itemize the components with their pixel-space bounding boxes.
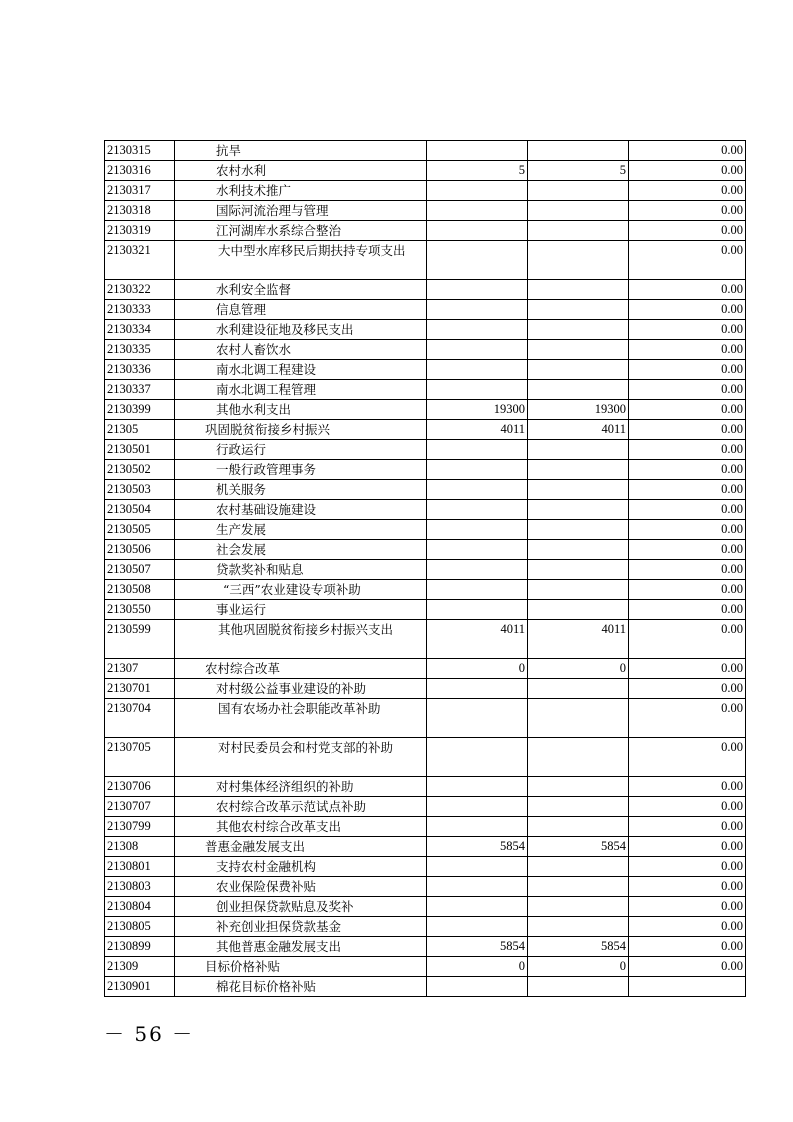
table-row — [105, 937, 746, 957]
budget-amount-cell — [427, 679, 528, 699]
budget-amount-cell — [427, 460, 528, 480]
account-name-cell: “三西”农业建设专项补助 — [175, 580, 427, 600]
general-budget-cell: 4011 — [528, 620, 629, 659]
account-name-cell: 南水北调工程建设 — [175, 360, 427, 380]
table-row — [105, 620, 746, 659]
table-row — [105, 380, 746, 400]
general-budget-cell — [528, 699, 629, 738]
other-amount-cell: 0.00 — [629, 500, 746, 520]
account-code-cell: 21307 — [105, 659, 175, 679]
table-row — [105, 659, 746, 679]
table-row — [105, 738, 746, 777]
other-amount-cell: 0.00 — [629, 440, 746, 460]
account-name-cell: 行政运行 — [175, 440, 427, 460]
general-budget-cell — [528, 917, 629, 937]
budget-amount-cell — [427, 600, 528, 620]
account-name-cell: 贷款奖补和贴息 — [175, 560, 427, 580]
table-row — [105, 280, 746, 300]
other-amount-cell: 0.00 — [629, 400, 746, 420]
other-amount-cell: 0.00 — [629, 797, 746, 817]
other-amount-cell: 0.00 — [629, 560, 746, 580]
general-budget-cell: 5 — [528, 161, 629, 181]
table-row — [105, 600, 746, 620]
budget-amount-cell: 19300 — [427, 400, 528, 420]
general-budget-cell — [528, 817, 629, 837]
general-budget-cell: 5854 — [528, 937, 629, 957]
table-row — [105, 699, 746, 738]
other-amount-cell: 0.00 — [629, 520, 746, 540]
account-name-cell: 水利建设征地及移民支出 — [175, 320, 427, 340]
other-amount-cell: 0.00 — [629, 777, 746, 797]
budget-amount-cell — [427, 797, 528, 817]
account-code-cell: 2130508 — [105, 580, 175, 600]
budget-amount-cell — [427, 777, 528, 797]
account-code-cell: 21308 — [105, 837, 175, 857]
other-amount-cell: 0.00 — [629, 540, 746, 560]
budget-amount-cell: 4011 — [427, 620, 528, 659]
account-code-cell: 2130322 — [105, 280, 175, 300]
account-code-cell: 2130336 — [105, 360, 175, 380]
budget-amount-cell: 4011 — [427, 420, 528, 440]
other-amount-cell: 0.00 — [629, 300, 746, 320]
budget-amount-cell: 0 — [427, 659, 528, 679]
table-row — [105, 817, 746, 837]
general-budget-cell — [528, 679, 629, 699]
general-budget-cell — [528, 580, 629, 600]
budget-amount-cell — [427, 320, 528, 340]
table-row — [105, 460, 746, 480]
account-name-cell: 其他巩固脱贫衔接乡村振兴支出 — [175, 620, 427, 659]
budget-amount-cell: 5854 — [427, 837, 528, 857]
budget-amount-cell — [427, 738, 528, 777]
other-amount-cell: 0.00 — [629, 181, 746, 201]
general-budget-cell — [528, 560, 629, 580]
table-row — [105, 480, 746, 500]
account-name-cell: 水利安全监督 — [175, 280, 427, 300]
table-row — [105, 797, 746, 817]
account-code-cell: 2130550 — [105, 600, 175, 620]
account-name-cell: 棉花目标价格补贴 — [175, 977, 427, 997]
budget-amount-cell — [427, 340, 528, 360]
account-name-cell: 农村综合改革 — [175, 659, 427, 679]
account-name-cell: 农村综合改革示范试点补助 — [175, 797, 427, 817]
budget-amount-cell — [427, 817, 528, 837]
other-amount-cell: 0.00 — [629, 280, 746, 300]
general-budget-cell — [528, 380, 629, 400]
budget-amount-cell — [427, 977, 528, 997]
account-name-cell: 对村级公益事业建设的补助 — [175, 679, 427, 699]
budget-amount-cell — [427, 360, 528, 380]
account-name-cell: 江河湖库水系综合整治 — [175, 221, 427, 241]
other-amount-cell: 0.00 — [629, 580, 746, 600]
general-budget-cell — [528, 280, 629, 300]
account-name-cell: 农村基础设施建设 — [175, 500, 427, 520]
general-budget-cell — [528, 897, 629, 917]
account-name-cell: 抗旱 — [175, 141, 427, 161]
budget-amount-cell — [427, 380, 528, 400]
budget-amount-cell — [427, 857, 528, 877]
account-name-cell: 其他农村综合改革支出 — [175, 817, 427, 837]
other-amount-cell: 0.00 — [629, 897, 746, 917]
other-amount-cell: 0.00 — [629, 817, 746, 837]
general-budget-cell — [528, 221, 629, 241]
other-amount-cell: 0.00 — [629, 917, 746, 937]
budget-amount-cell — [427, 201, 528, 221]
general-budget-cell — [528, 797, 629, 817]
table-row — [105, 161, 746, 181]
other-amount-cell: 0.00 — [629, 320, 746, 340]
table-row — [105, 540, 746, 560]
general-budget-cell — [528, 460, 629, 480]
account-code-cell: 2130507 — [105, 560, 175, 580]
other-amount-cell: 0.00 — [629, 659, 746, 679]
table-row — [105, 837, 746, 857]
general-budget-cell — [528, 320, 629, 340]
account-code-cell: 2130704 — [105, 699, 175, 738]
general-budget-cell — [528, 241, 629, 280]
budget-amount-cell — [427, 540, 528, 560]
other-amount-cell: 0.00 — [629, 679, 746, 699]
general-budget-cell — [528, 340, 629, 360]
general-budget-cell: 19300 — [528, 400, 629, 420]
account-code-cell: 2130399 — [105, 400, 175, 420]
account-code-cell: 2130707 — [105, 797, 175, 817]
table-row — [105, 917, 746, 937]
account-name-cell: 一般行政管理事务 — [175, 460, 427, 480]
account-name-cell: 生产发展 — [175, 520, 427, 540]
table-row — [105, 320, 746, 340]
budget-amount-cell — [427, 917, 528, 937]
table-row — [105, 201, 746, 221]
budget-amount-cell — [427, 221, 528, 241]
account-name-cell: 农业保险保费补贴 — [175, 877, 427, 897]
table-row — [105, 300, 746, 320]
table-row — [105, 957, 746, 977]
general-budget-cell: 5854 — [528, 837, 629, 857]
account-name-cell: 社会发展 — [175, 540, 427, 560]
account-name-cell: 大中型水库移民后期扶持专项支出 — [175, 241, 427, 280]
budget-amount-cell — [427, 699, 528, 738]
table-row — [105, 777, 746, 797]
table-row — [105, 221, 746, 241]
budget-amount-cell — [427, 500, 528, 520]
account-code-cell: 2130803 — [105, 877, 175, 897]
general-budget-cell — [528, 440, 629, 460]
budget-amount-cell — [427, 280, 528, 300]
other-amount-cell: 0.00 — [629, 141, 746, 161]
budget-amount-cell: 5854 — [427, 937, 528, 957]
account-code-cell: 2130334 — [105, 320, 175, 340]
general-budget-cell — [528, 520, 629, 540]
budget-amount-cell — [427, 480, 528, 500]
account-name-cell: 农村人畜饮水 — [175, 340, 427, 360]
table-row — [105, 679, 746, 699]
budget-amount-cell — [427, 241, 528, 280]
other-amount-cell: 0.00 — [629, 480, 746, 500]
general-budget-cell: 4011 — [528, 420, 629, 440]
account-name-cell: 其他水利支出 — [175, 400, 427, 420]
budget-table-body — [105, 141, 746, 997]
general-budget-cell — [528, 360, 629, 380]
other-amount-cell: 0.00 — [629, 620, 746, 659]
table-row — [105, 241, 746, 280]
other-amount-cell: 0.00 — [629, 340, 746, 360]
general-budget-cell — [528, 777, 629, 797]
account-name-cell: 补充创业担保贷款基金 — [175, 917, 427, 937]
account-name-cell: 农村水利 — [175, 161, 427, 181]
account-code-cell: 21309 — [105, 957, 175, 977]
account-code-cell: 2130317 — [105, 181, 175, 201]
other-amount-cell: 0.00 — [629, 877, 746, 897]
account-name-cell: 事业运行 — [175, 600, 427, 620]
budget-amount-cell — [427, 580, 528, 600]
account-name-cell: 机关服务 — [175, 480, 427, 500]
account-code-cell: 2130318 — [105, 201, 175, 221]
other-amount-cell: 0.00 — [629, 460, 746, 480]
general-budget-cell — [528, 141, 629, 161]
account-code-cell: 2130321 — [105, 241, 175, 280]
general-budget-cell — [528, 877, 629, 897]
account-code-cell: 2130599 — [105, 620, 175, 659]
account-code-cell: 2130705 — [105, 738, 175, 777]
other-amount-cell: 0.00 — [629, 837, 746, 857]
account-name-cell: 南水北调工程管理 — [175, 380, 427, 400]
account-code-cell: 2130504 — [105, 500, 175, 520]
account-name-cell: 普惠金融发展支出 — [175, 837, 427, 857]
account-code-cell: 2130316 — [105, 161, 175, 181]
budget-amount-cell: 5 — [427, 161, 528, 181]
general-budget-cell — [528, 977, 629, 997]
table-row — [105, 181, 746, 201]
budget-table — [104, 140, 746, 997]
account-name-cell: 创业担保贷款贴息及奖补 — [175, 897, 427, 917]
other-amount-cell: 0.00 — [629, 420, 746, 440]
other-amount-cell: 0.00 — [629, 241, 746, 280]
account-name-cell: 国际河流治理与管理 — [175, 201, 427, 221]
account-code-cell: 2130805 — [105, 917, 175, 937]
table-row — [105, 877, 746, 897]
account-code-cell: 2130799 — [105, 817, 175, 837]
general-budget-cell — [528, 500, 629, 520]
general-budget-cell — [528, 480, 629, 500]
account-code-cell: 2130505 — [105, 520, 175, 540]
account-code-cell: 2130706 — [105, 777, 175, 797]
account-code-cell: 2130804 — [105, 897, 175, 917]
budget-amount-cell — [427, 141, 528, 161]
other-amount-cell: 0.00 — [629, 738, 746, 777]
account-name-cell: 支持农村金融机构 — [175, 857, 427, 877]
account-code-cell: 2130502 — [105, 460, 175, 480]
budget-amount-cell — [427, 560, 528, 580]
general-budget-cell — [528, 181, 629, 201]
table-row — [105, 360, 746, 380]
account-code-cell: 2130501 — [105, 440, 175, 460]
account-code-cell: 2130333 — [105, 300, 175, 320]
table-row — [105, 500, 746, 520]
account-name-cell: 巩固脱贫衔接乡村振兴 — [175, 420, 427, 440]
account-code-cell: 21305 — [105, 420, 175, 440]
budget-amount-cell: 0 — [427, 957, 528, 977]
account-code-cell: 2130506 — [105, 540, 175, 560]
budget-amount-cell — [427, 300, 528, 320]
account-name-cell: 信息管理 — [175, 300, 427, 320]
general-budget-cell — [528, 857, 629, 877]
other-amount-cell: 0.00 — [629, 221, 746, 241]
account-name-cell: 其他普惠金融发展支出 — [175, 937, 427, 957]
budget-amount-cell — [427, 181, 528, 201]
account-name-cell: 对村集体经济组织的补助 — [175, 777, 427, 797]
other-amount-cell: 0.00 — [629, 161, 746, 181]
budget-amount-cell — [427, 440, 528, 460]
account-code-cell: 2130701 — [105, 679, 175, 699]
account-code-cell: 2130801 — [105, 857, 175, 877]
account-code-cell: 2130503 — [105, 480, 175, 500]
account-code-cell: 2130901 — [105, 977, 175, 997]
general-budget-cell — [528, 201, 629, 221]
table-row — [105, 340, 746, 360]
general-budget-cell: 0 — [528, 957, 629, 977]
account-code-cell: 2130319 — [105, 221, 175, 241]
other-amount-cell: 0.00 — [629, 380, 746, 400]
table-row — [105, 440, 746, 460]
page-number: － 56 － — [104, 1022, 195, 1046]
account-name-cell: 对村民委员会和村党支部的补助 — [175, 738, 427, 777]
budget-amount-cell — [427, 877, 528, 897]
other-amount-cell: 0.00 — [629, 201, 746, 221]
account-code-cell: 2130899 — [105, 937, 175, 957]
table-row — [105, 400, 746, 420]
account-name-cell: 水利技术推广 — [175, 181, 427, 201]
table-row — [105, 520, 746, 540]
other-amount-cell: 0.00 — [629, 699, 746, 738]
table-row — [105, 897, 746, 917]
account-code-cell: 2130337 — [105, 380, 175, 400]
table-row — [105, 580, 746, 600]
other-amount-cell: 0.00 — [629, 957, 746, 977]
account-code-cell: 2130315 — [105, 141, 175, 161]
account-name-cell: 目标价格补贴 — [175, 957, 427, 977]
table-row — [105, 560, 746, 580]
other-amount-cell: 0.00 — [629, 360, 746, 380]
table-row — [105, 141, 746, 161]
account-code-cell: 2130335 — [105, 340, 175, 360]
general-budget-cell — [528, 738, 629, 777]
budget-amount-cell — [427, 520, 528, 540]
general-budget-cell — [528, 300, 629, 320]
other-amount-cell: 0.00 — [629, 857, 746, 877]
table-row — [105, 977, 746, 997]
general-budget-cell: 0 — [528, 659, 629, 679]
general-budget-cell — [528, 600, 629, 620]
other-amount-cell — [629, 977, 746, 997]
other-amount-cell: 0.00 — [629, 600, 746, 620]
table-row — [105, 857, 746, 877]
general-budget-cell — [528, 540, 629, 560]
other-amount-cell: 0.00 — [629, 937, 746, 957]
budget-amount-cell — [427, 897, 528, 917]
table-row — [105, 420, 746, 440]
account-name-cell: 国有农场办社会职能改革补助 — [175, 699, 427, 738]
